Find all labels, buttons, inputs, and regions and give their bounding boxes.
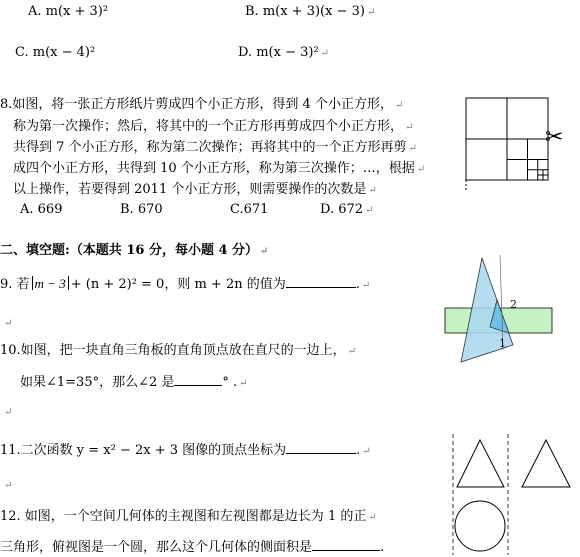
q8-option-d: D. 672 ↵ [320,202,374,217]
q12-three-views-figure [448,432,578,557]
q8-option-a: A. 669 [20,202,63,217]
q8-option-b: B. 670 [120,202,163,217]
return-mark: ↵ [4,480,13,491]
q11: 11.二次函数 y = x² − 2x + 3 图像的顶点坐标为 . ↵ [0,443,371,458]
q10-angle-label-2: 2 [510,298,517,311]
return-mark: ↵ [4,407,13,418]
q10-line-1: 10.如图，把一块直角三角板的直角顶点放在直尺的一边上， ↵ [0,343,357,358]
q10-line-2: 如果∠1=35°，那么∠2 是 ° . ↵ [20,375,248,390]
q10-angle-label-1: 1 [499,337,506,350]
q9-answer-blank[interactable] [286,275,356,288]
q12-line-2: 三角形，俯视图是一个圆，那么这个几何体的侧面积是 . [0,540,385,555]
return-mark: ↵ [4,318,13,329]
q8-option-c: C.671 [230,202,269,217]
q12-answer-blank[interactable] [312,538,380,551]
choice-b: B. m(x + 3)(x − 3) ↵ [245,4,376,19]
q10-answer-blank[interactable] [174,373,222,386]
q8-line-3: 共得到 7 个小正方形，称为第二次操作；再将其中的一个正方形再剪 ↵ [13,140,417,155]
q9: 9. 若 m − 3 + (n + 2)² = 0，则 m + 2n 的值为 . ↵ [0,276,371,292]
choice-a: A. m(x + 3)² [28,4,109,19]
q10-ruler-triangle-figure [445,255,565,375]
choice-c: C. m(x − 4)² [15,45,96,60]
scissors-icon: ✂ [545,125,564,150]
choice-d: D. m(x − 3)² ↵ [238,45,330,60]
q8-line-4: 成四个小正方形，共得到 10 个小正方形，称为第三次操作；…，根据 ↵ [13,161,426,176]
q8-line-5: 以上操作，若要得到 2011 个小正方形，则需要操作的次数是 ↵ [13,182,377,197]
q11-answer-blank[interactable] [286,441,356,454]
q8-line-1: 8.如图，将一张正方形纸片剪成四个小正方形，得到 4 个小正方形， ↵ [0,97,404,112]
section-heading: 二、填空题:（本题共 16 分，每小题 4 分） ↵ [0,243,269,258]
q12-line-1: 12. 如图，一个空间几何体的主视图和左视图都是边长为 1 的正 ↵ [0,509,377,524]
q8-line-2: 称为第一次操作；然后，将其中的一个正方形再剪成四个小正方形， ↵ [13,119,414,134]
